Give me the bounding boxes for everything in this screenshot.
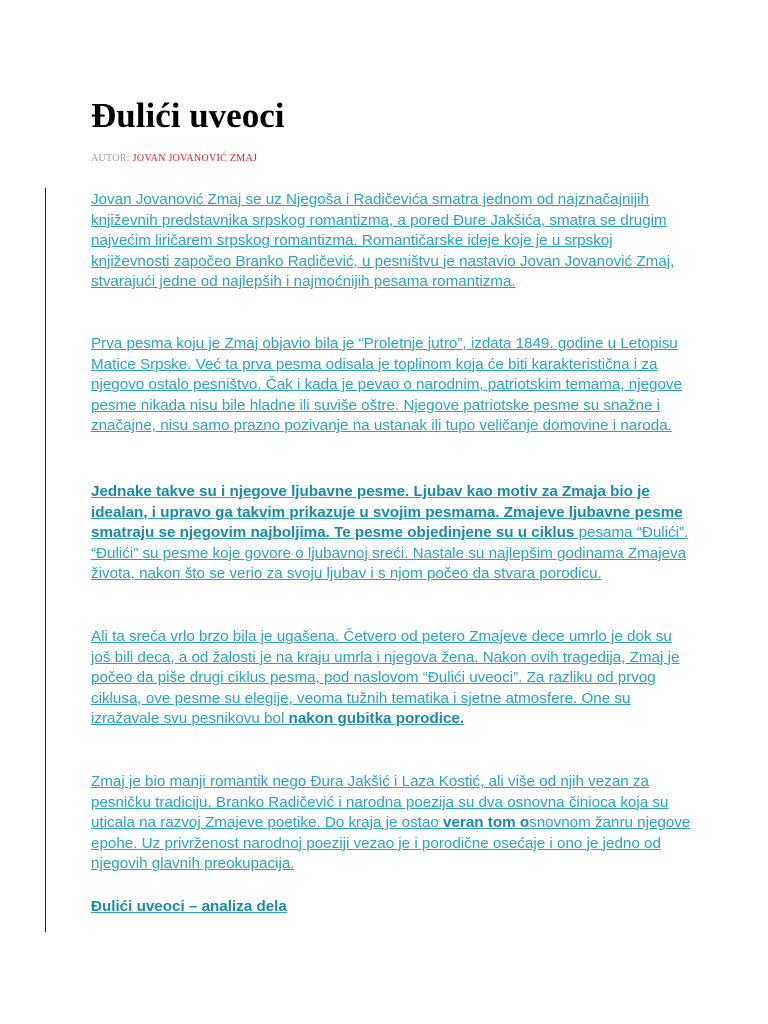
paragraph-love-poems[interactable] xyxy=(91,482,691,585)
text-run[interactable]: Ali ta sreća vrlo brzo bila je ugašena. Četvero od petero Zmajeve dece umrlo je dok su još bili deca, a od žalosti je na kraju umrla i njegova žena. Nakon ovih tragedija, Zmaj je počeo da piše drugi ciklus pesma, pod naslovom “Đulići uveoci”. Za razliku od prvog ciklusa, ove pesme su elegije, veoma tužnih tematika i sjetne atmosfere. One su izražavale svu pesnikovu bol xyxy=(91,628,680,728)
section-heading-analysis[interactable] xyxy=(91,897,691,918)
byline xyxy=(91,152,257,166)
text-run-bold[interactable]: Đulići uveoci – analiza dela xyxy=(91,898,287,915)
text-run[interactable]: pesama “Đulići”. “Đulići” su pesme koje govore o ljubavnoj sreći. Nastale su najlepšim godinama Zmajeva života, nakon što se verio za svoju ljubav i s njom počeo da stvara porodicu. xyxy=(91,524,689,583)
paragraph-tradition[interactable] xyxy=(91,772,691,875)
text-run[interactable]: Zmaj je bio manji romantik nego Đura Jakšić i Laza Kostić, ali više od njih vezan za pesničku tradiciju. Branko Radičević i narodna poezija su dva osnovna činioca koja su uticala na razvoj Zmajeve poetike. Do kraja je ostao xyxy=(91,773,669,832)
text-run[interactable]: Prva pesma koju je Zmaj objavio bila je “Proletnje jutro”, izdata 1849. godine u Letopisu Matice Srpske. Već ta prva pesma odisala je toplinom koja će biti karakteristična i za njegovo ostalo pesništvo. Čak i kada je pevao o narodnim, patriotskim temama, njegove pesme nikada nisu bile hladne ili suviše oštre. Njegove patriotske pesme su snažne i značajne, nisu samo prazno pozivanje na ustanak ili tupo veličanje domovine i naroda. xyxy=(91,335,682,435)
paragraph-tragedy[interactable] xyxy=(91,627,691,730)
text-run-bold[interactable]: Jednake takve su i njegove ljubavne pesme. Ljubav kao motiv za Zmaja bio je idealan, i upravo ga takvim prikazuje u svojim pesmama. Zmajeve ljubavne pesme smatraju se njegovim najboljima. Te pesme objedinjene su u ciklus xyxy=(91,483,683,542)
text-run[interactable]: snovnom žanru njegove epohe. Uz privrženost narodnoj poeziji vezao je i porodične osećaje i ono je jedno od njegovih glavnih preokupacija. xyxy=(91,814,691,873)
text-run[interactable]: Jovan Jovanović Zmaj se uz Njegoša i Radičevića smatra jednom od najznačajnijih književnih predstavnika srpskog romantizma, a pored Đure Jakšića, smatra se drugim najvećim liričarem srpskog romantizma. Romantičarske ideje koje je u srpskoj književnosti započeo Branko Radičević, u pesništvu je nastavio Jovan Jovanović Zmaj, stvarajući jedne od najlepših i najmoćnijih pesama romantizma. xyxy=(91,191,675,291)
page-title: Đulići uveoci xyxy=(91,96,285,135)
paragraph-intro[interactable] xyxy=(91,190,691,293)
paragraph-first-poem[interactable] xyxy=(91,334,691,437)
text-run-bold[interactable]: nakon gubitka porodice. xyxy=(288,710,465,728)
text-run-bold[interactable]: veran tom o xyxy=(443,814,530,832)
margin-rule xyxy=(45,188,46,932)
author-link[interactable]: JOVAN JOVANOVIĆ ZMAJ xyxy=(132,153,258,164)
author-label: AUTOR: xyxy=(91,153,130,164)
